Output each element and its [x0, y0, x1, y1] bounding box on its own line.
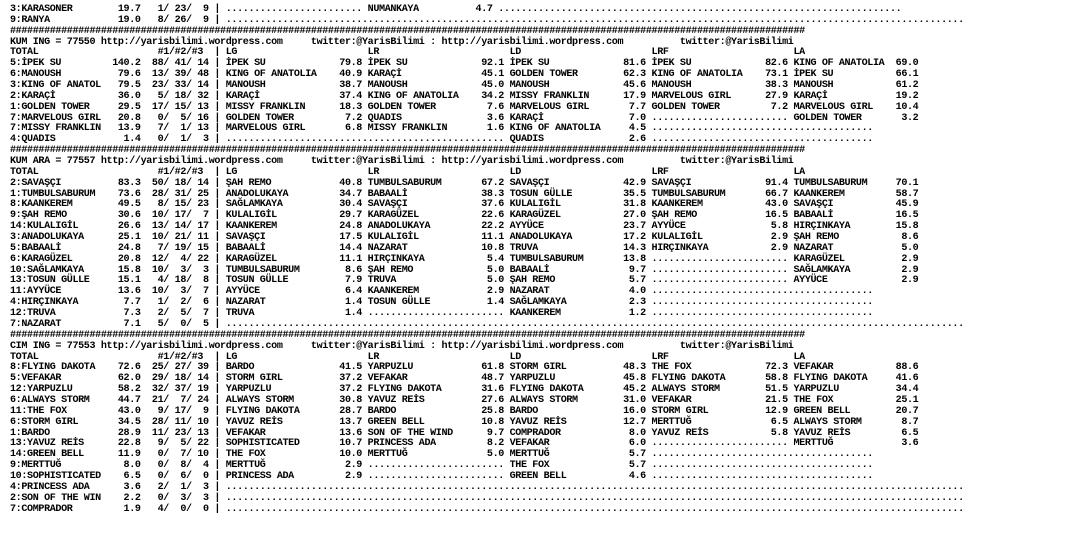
- text-line: 1:GOLDEN TOWER 29.5 17/ 15/ 13 | MISSY FRANKLIN 18.3 GOLDEN TOWER 7.6 MARVELOUS GIRL 7.7 GOLDEN TOWER 7.2 MARVELOUS GIRL 10.4: [10, 101, 919, 113]
- text-line: 4:HIRÇINKAYA 7.7 1/ 2/ 6 | NAZARAT 1.4 TOSUN GÜLLE 1.4 SAĞLAMKAYA 2.3 .......................................: [10, 297, 873, 309]
- text-line: 3:ANADOLUKAYA 25.1 10/ 21/ 11 | SAVAŞÇI 17.5 KULALIGİL 11.1 ANADOLUKAYA 17.2 KULALIGİL 2.9 ŞAH REMO 8.6: [10, 232, 919, 244]
- text-line: 9:ŞAH REMO 30.6 10/ 17/ 7 | KULALIGİL 29.7 KARAGÜZEL 22.6 KARAGÜZEL 27.0 ŞAH REMO 16.5 BABAALİ 16.5: [10, 210, 919, 222]
- text-line: 9:RANYA 19.0 8/ 26/ 9 | ..................................................................................................................................: [10, 14, 964, 26]
- text-line: 11:AYYÜCE 13.6 10/ 3/ 7 | AYYÜCE 6.4 KAANKEREM 2.9 NAZARAT 4.0 .......................................: [10, 286, 873, 298]
- text-line: 5:İPEK SU 140.2 88/ 41/ 14 | İPEK SU 79.8 İPEK SU 92.1 İPEK SU 81.6 İPEK SU 82.6 KING OF ANATOLIA 69.0: [10, 58, 919, 70]
- text-line: 7:NAZARAT 7.1 5/ 0/ 5 | ..................................................................................................................................: [10, 318, 964, 330]
- text-line: 7:MISSY FRANKLIN 13.9 7/ 1/ 13 | MARVELOUS GIRL 6.8 MISSY FRANKLIN 1.6 KING OF ANATOLIA 4.5 .......................................: [10, 123, 873, 135]
- text-line: 12:YARPUZLU 58.2 32/ 37/ 19 | YARPUZLU 37.2 FLYING DAKOTA 31.6 FLYING DAKOTA 45.2 ALWAYS STORM 51.5 YARPUZLU 34.4: [10, 384, 919, 396]
- text-line: 5:VEFAKAR 62.0 29/ 18/ 14 | STORM GIRL 37.2 VEFAKAR 48.7 YARPUZLU 45.8 FLYING DAKOTA 58.8 FLYING DAKOTA 41.6: [10, 373, 919, 385]
- text-line: 7:COMPRADOR 1.9 4/ 0/ 0 | ..................................................................................................................................: [10, 503, 964, 515]
- text-line: 3:KING OF ANATOL 79.5 23/ 33/ 14 | MANOUSH 38.7 MANOUSH 45.0 MANOUSH 45.6 MANOUSH 38.3 MANOUSH 61.2: [10, 80, 919, 92]
- text-line: 2:SAVAŞÇI 83.3 50/ 18/ 14 | ŞAH REMO 40.8 TUMBULSABURUM 67.2 SAVAŞÇI 42.9 SAVAŞÇI 91.4 TUMBULSABURUM 70.1: [10, 177, 919, 189]
- text-line: 3:KARASONER 19.7 1/ 23/ 9 | ........................ NUMANKAYA 4.7 .......................................................................: [10, 4, 902, 15]
- text-line: 6:KARAGÜZEL 20.8 12/ 4/ 22 | KARAGÜZEL 11.1 HIRÇINKAYA 5.4 TUMBULSABURUM 13.8 ........................ KARAGÜZEL 2.9: [10, 253, 919, 265]
- text-line: KUM ING = 77550 http://yarisbilimi.wordpress.com twitter:@YarisBilimi : http://yarisbilimi.wordpress.com twitter:@YarisBilimi: [10, 36, 794, 48]
- text-line: 9:MERTTUĞ 8.0 0/ 8/ 4 | MERTTUĞ 2.9 ........................ THE FOX 5.7 .......................................: [10, 460, 873, 472]
- text-line: 7:MARVELOUS GIRL 20.8 0/ 5/ 16 | GOLDEN TOWER 7.2 QUADIS 3.6 KARAÇİ 7.0 ........................ GOLDEN TOWER 3.2: [10, 112, 919, 124]
- text-line: ############################################################################################################################################: [10, 25, 805, 37]
- text-line: 1:BARDO 28.9 11/ 23/ 13 | VEFAKAR 13.6 SON OF THE WIND 9.7 COMPRADOR 8.0 YAVUZ REİS 5.8 YAVUZ REİS 6.5: [10, 427, 919, 439]
- text-line: 2:SON OF THE WIN 2.2 0/ 3/ 3 | ..................................................................................................................................: [10, 492, 964, 504]
- text-line: TOTAL #1/#2/#3 | LG LR LD LRF LA: [10, 351, 805, 363]
- text-line: TOTAL #1/#2/#3 | LG LR LD LRF LA: [10, 47, 805, 59]
- text-line: 14:KULALIGİL 26.6 13/ 14/ 17 | KAANKEREM 24.8 ANADOLUKAYA 22.2 AYYÜCE 23.7 AYYÜCE 5.8 HIRÇINKAYA 15.8: [10, 221, 919, 233]
- text-line: 10:SAĞLAMKAYA 15.8 10/ 3/ 3 | TUMBULSABURUM 8.6 ŞAH REMO 5.0 BABAALİ 9.7 ........................ SAĞLAMKAYA 2.9: [10, 264, 919, 276]
- text-line: 14:GREEN BELL 11.9 0/ 7/ 10 | THE FOX 10.0 MERTTUĞ 5.0 MERTTUĞ 5.7 .......................................: [10, 449, 873, 461]
- text-line: 6:ALWAYS STORM 44.7 21/ 7/ 24 | ALWAYS STORM 30.8 YAVUZ REİS 27.6 ALWAYS STORM 31.0 VEFAKAR 21.5 THE FOX 25.1: [10, 394, 919, 406]
- text-line: 8:FLYING DAKOTA 72.6 25/ 27/ 39 | BARDO 41.5 YARPUZLU 61.8 STORM GIRL 48.3 THE FOX 72.3 VEFAKAR 88.6: [10, 362, 919, 374]
- text-line: KUM ARA = 77557 http://yarisbilimi.wordpress.com twitter:@YarisBilimi : http://yarisbilimi.wordpress.com twitter:@YarisBilimi: [10, 156, 794, 168]
- text-line: ############################################################################################################################################: [10, 145, 805, 157]
- text-line: 2:KARAÇİ 36.0 5/ 18/ 32 | KARAÇİ 37.4 KING OF ANATOLIA 34.2 MISSY FRANKLIN 17.9 MARVELOUS GIRL 27.9 KARAÇİ 19.2: [10, 90, 919, 102]
- text-line: 8:KAANKEREM 49.5 8/ 15/ 23 | SAĞLAMKAYA 30.4 SAVAŞÇI 37.6 KULALIGİL 31.8 KAANKEREM 43.0 SAVAŞÇI 45.9: [10, 199, 919, 211]
- text-line: CIM ING = 77553 http://yarisbilimi.wordpress.com twitter:@YarisBilimi : http://yarisbilimi.wordpress.com twitter:@YarisBilimi: [10, 340, 794, 352]
- text-line: 13:TOSUN GÜLLE 15.1 4/ 18/ 8 | TOSUN GÜLLE 7.9 TRUVA 5.0 ŞAH REMO 5.7 ........................ AYYÜCE 2.9: [10, 275, 919, 287]
- text-line: ############################################################################################################################################: [10, 329, 805, 341]
- text-line: 11:THE FOX 43.0 9/ 17/ 9 | FLYING DAKOTA 28.7 BARDO 25.8 BARDO 16.0 STORM GIRL 12.9 GREEN BELL 20.7: [10, 405, 919, 417]
- text-line: 6:STORM GIRL 34.5 28/ 11/ 10 | YAVUZ REİS 13.7 GREEN BELL 10.8 YAVUZ REİS 12.7 MERTTUĞ 6.5 ALWAYS STORM 8.7: [10, 416, 919, 428]
- text-line: 10:SOPHISTICATED 6.5 0/ 6/ 0 | PRINCESS ADA 2.9 ........................ GREEN BELL 4.6 .......................................: [10, 470, 873, 482]
- text-line: 12:TRUVA 7.3 2/ 5/ 7 | TRUVA 1.4 ........................ KAANKEREM 1.2 .......................................: [10, 308, 873, 320]
- text-line: 1:TUMBULSABURUM 73.6 28/ 31/ 25 | ANADOLUKAYA 34.7 BABAALİ 38.3 TOSUN GÜLLE 35.5 TUMBULSABURUM 66.7 KAANKEREM 58.7: [10, 188, 919, 200]
- text-line: TOTAL #1/#2/#3 | LG LR LD LRF LA: [10, 166, 805, 178]
- text-line: 6:MANOUSH 79.6 13/ 39/ 48 | KING OF ANATOLIA 40.9 KARAÇİ 45.1 GOLDEN TOWER 62.3 KING OF ANATOLIA 73.1 İPEK SU 66.1: [10, 69, 919, 81]
- text-line: 4:PRINCESS ADA 3.6 2/ 1/ 3 | ..................................................................................................................................: [10, 481, 964, 493]
- text-line: 4:QUADIS 1.4 0/ 1/ 3 | ................................................. QUADIS 2.6 .......................................: [10, 134, 873, 146]
- text-line: 13:YAVUZ REİS 22.8 9/ 5/ 22 | SOPHISTICATED 10.7 PRINCESS ADA 8.2 VEFAKAR 6.0 ........................ MERTTUĞ 3.6: [10, 438, 919, 450]
- text-line: 5:BABAALİ 24.8 7/ 19/ 15 | BABAALİ 14.4 NAZARAT 10.8 TRUVA 14.3 HIRÇINKAYA 2.9 NAZARAT 5.0: [10, 242, 919, 254]
